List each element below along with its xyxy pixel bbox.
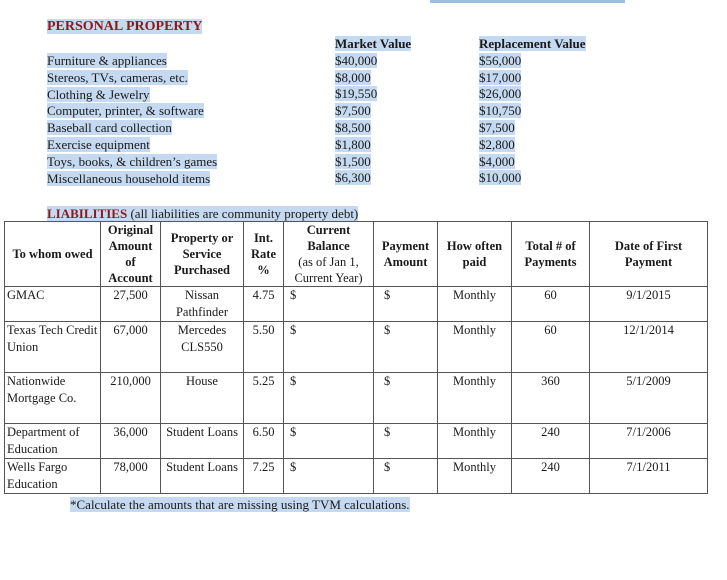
table-row [5,373,708,424]
debt-to-whom: Nationwide Mortgage Co. [5,373,101,424]
header-balance: Current Balance (as of Jan 1, Current Year) [284,222,374,287]
property-market-value: $8,000 [335,69,371,85]
debt-first-date: 5/1/2009 [590,373,708,424]
top-highlight-fragment [430,0,625,3]
property-market-value: $8,500 [335,119,371,135]
debt-payment: $ [374,287,438,322]
property-market-value: $19,550 [335,86,378,102]
property-market-value: $1,500 [335,153,371,169]
debt-first-date: 7/1/2006 [590,424,708,459]
table-row [5,459,708,494]
header-rate: Int. Rate % [244,222,284,287]
debt-balance: $ [284,459,374,494]
debt-rate: 7.25 [244,459,284,494]
property-item-name: Stereos, TVs, cameras, etc. [47,69,188,85]
header-first-date: Date of First Payment [590,222,708,287]
header-total-payments: Total # of Payments [512,222,590,287]
debt-first-date: 7/1/2011 [590,459,708,494]
header-property: Property or Service Purchased [161,222,244,287]
property-replacement-value: $10,000 [479,170,522,186]
property-market-value: $6,300 [335,170,371,186]
debt-total-payments: 60 [512,287,590,322]
debt-total-payments: 360 [512,373,590,424]
property-replacement-value: $4,000 [479,153,515,169]
debt-rate: 5.25 [244,373,284,424]
debt-rate: 4.75 [244,287,284,322]
property-item-name: Miscellaneous household items [47,170,211,186]
debt-balance: $ [284,287,374,322]
table-row [5,424,708,459]
debt-payment: $ [374,459,438,494]
debt-payment: $ [374,373,438,424]
debt-rate: 6.50 [244,424,284,459]
market-value-column [335,36,411,187]
market-value-header: Market Value [335,36,412,51]
debt-first-date: 9/1/2015 [590,287,708,322]
liabilities-heading [47,206,358,222]
debt-how-often: Monthly [438,373,512,424]
table-row [5,287,708,322]
property-item-name: Toys, books, & children’s games [47,153,218,169]
debt-to-whom: Texas Tech Credit Union [5,322,101,373]
header-payment: Payment Amount [374,222,438,287]
debt-payment: $ [374,424,438,459]
debt-property: Mercedes CLS550 [161,322,244,373]
property-replacement-value: $56,000 [479,52,522,68]
table-header-row [5,222,708,287]
property-market-value: $1,800 [335,136,371,152]
footnote: *Calculate the amounts that are missing using TVM calculations. [70,497,410,512]
debt-balance: $ [284,424,374,459]
debt-property: Student Loans [161,424,244,459]
debt-original-amount: 67,000 [101,322,161,373]
property-item-name: Furniture & appliances [47,53,167,68]
debt-to-whom: Department of Education [5,424,101,459]
debt-how-often: Monthly [438,287,512,322]
property-names-column [47,53,217,187]
liabilities-note: (all liabilities are community property debt) [130,206,359,221]
debt-original-amount: 78,000 [101,459,161,494]
property-replacement-value: $2,800 [479,136,515,152]
debt-payment: $ [374,322,438,373]
header-original-amount: Original Amount of Account [101,222,161,287]
property-market-value: $40,000 [335,52,378,68]
debt-original-amount: 210,000 [101,373,161,424]
debt-balance: $ [284,373,374,424]
property-item-name: Computer, printer, & software [47,103,204,119]
replacement-value-header: Replacement Value [479,36,586,51]
debt-property: House [161,373,244,424]
debt-balance: $ [284,322,374,373]
debt-property: Student Loans [161,459,244,494]
debt-how-often: Monthly [438,424,512,459]
debt-property: Nissan Pathfinder [161,287,244,322]
liabilities-table [4,221,708,494]
personal-property-title: PERSONAL PROPERTY [47,19,203,34]
debt-total-payments: 240 [512,424,590,459]
debt-original-amount: 27,500 [101,287,161,322]
property-item-name: Baseball card collection [47,120,172,136]
property-item-name: Clothing & Jewelry [47,86,150,102]
property-replacement-value: $10,750 [479,103,522,119]
debt-first-date: 12/1/2014 [590,322,708,373]
replacement-value-column [479,36,586,187]
header-how-often: How often paid [438,222,512,287]
debt-how-often: Monthly [438,322,512,373]
property-market-value: $7,500 [335,103,371,119]
property-replacement-value: $7,500 [479,119,515,135]
table-row [5,322,708,373]
liabilities-title: LIABILITIES [47,206,128,221]
debt-rate: 5.50 [244,322,284,373]
header-to-whom: To whom owed [5,222,101,287]
debt-total-payments: 60 [512,322,590,373]
header-balance-sub: (as of Jan 1, Current Year) [294,255,363,285]
debt-total-payments: 240 [512,459,590,494]
debt-to-whom: GMAC [5,287,101,322]
debt-how-often: Monthly [438,459,512,494]
debt-original-amount: 36,000 [101,424,161,459]
property-item-name: Exercise equipment [47,136,150,152]
property-replacement-value: $17,000 [479,69,522,85]
property-replacement-value: $26,000 [479,86,522,102]
debt-to-whom: Wells Fargo Education [5,459,101,494]
